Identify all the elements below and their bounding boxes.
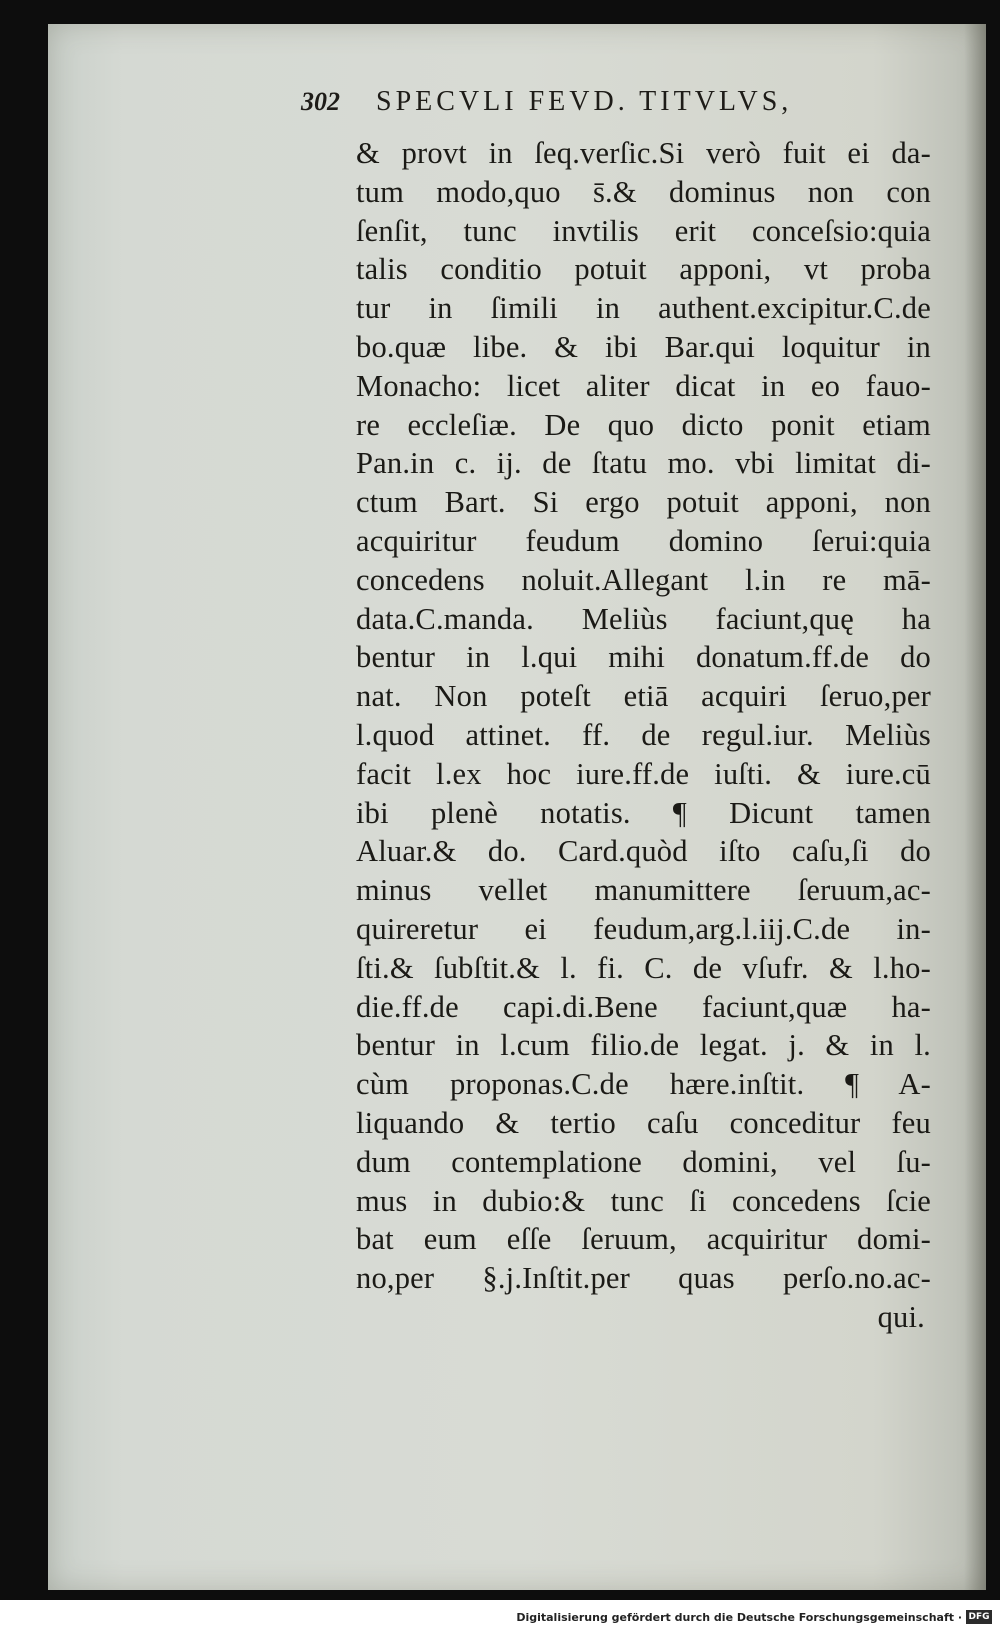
text-line: data.C.manda. Meliùs faciunt,quę ha	[356, 601, 931, 636]
footer-credit: Digitalisierung gefördert durch die Deutsche Forschungsgemeinschaft ·	[516, 1611, 962, 1624]
text-line: cùm proponas.C.de hære.inſtit. ¶ A-	[356, 1067, 931, 1102]
dfg-logo-icon: DFG	[966, 1610, 992, 1624]
text-line: l.quod attinet. ff. de regul.iur. Meliùs	[356, 717, 931, 752]
text-line: bentur in l.cum filio.de legat. j. & in l.	[356, 1028, 931, 1063]
text-line: ſti.& ſubſtit.& l. fi. C. de vſufr. & l.ho-	[356, 950, 931, 985]
text-line: concedens noluit.Allegant l.in re mā-	[356, 562, 931, 597]
text-line: ſenſit, tunc invtilis erit conceſsio:quia	[356, 213, 931, 248]
page-number: 302	[301, 87, 340, 116]
text-line: tur in ſimili in authent.excipitur.C.de	[356, 291, 931, 326]
text-line: dum contemplatione domini, vel ſu-	[356, 1144, 931, 1179]
text-line: facit l.ex hoc iure.ff.de iuſti. & iure.cū	[356, 756, 931, 791]
text-line: bentur in l.qui mihi donatum.ff.de do	[356, 640, 931, 675]
digitization-footer	[0, 1600, 1000, 1634]
text-line: Monacho: licet aliter dicat in eo fauo-	[356, 368, 931, 403]
text-line: bat eum eſſe ſeruum, acquiritur domi-	[356, 1222, 931, 1257]
text-line: mus in dubio:& tunc ſi concedens ſcie	[356, 1183, 931, 1218]
text-line: ibi plenè notatis. ¶ Dicunt tamen	[356, 795, 931, 830]
text-line: nat. Non poteſt etiā acquiri ſeruo,per	[356, 679, 931, 714]
text-line: acquiritur feudum domino ſerui:quia	[356, 523, 931, 558]
catchword: qui.	[877, 1299, 925, 1334]
page-edge-shadow	[964, 24, 986, 1590]
text-line: no,per §.j.Inſtit.per quas perſo.no.ac-	[356, 1261, 931, 1296]
text-line: tum modo,quo s̄.& dominus non con	[356, 174, 931, 209]
text-line: liquando & tertio caſu conceditur feu	[356, 1105, 931, 1140]
text-line: Pan.in c. ij. de ſtatu mo. vbi limitat di-	[356, 446, 931, 481]
text-line: ctum Bart. Si ergo potuit apponi, non	[356, 485, 931, 520]
running-head	[301, 86, 861, 130]
text-line: die.ff.de capi.di.Bene faciunt,quæ ha-	[356, 989, 931, 1024]
text-line: minus vellet manumittere ſeruum,ac-	[356, 873, 931, 908]
text-line: Aluar.& do. Card.quòd iſto caſu,ſi do	[356, 834, 931, 869]
running-head-title: SPECVLI FEVD. TITVLVS,	[376, 86, 793, 117]
text-line: quireretur ei feudum,arg.l.iij.C.de in-	[356, 911, 931, 946]
body-text	[356, 134, 931, 1337]
text-line: & provt in ſeq.verſic.Si verò fuit ei da-	[356, 136, 931, 170]
text-line: bo.quæ libe. & ibi Bar.qui loquitur in	[356, 329, 931, 364]
text-line: re eccleſiæ. De quo dicto ponit etiam	[356, 407, 931, 442]
text-line: talis conditio potuit apponi, vt proba	[356, 252, 931, 287]
